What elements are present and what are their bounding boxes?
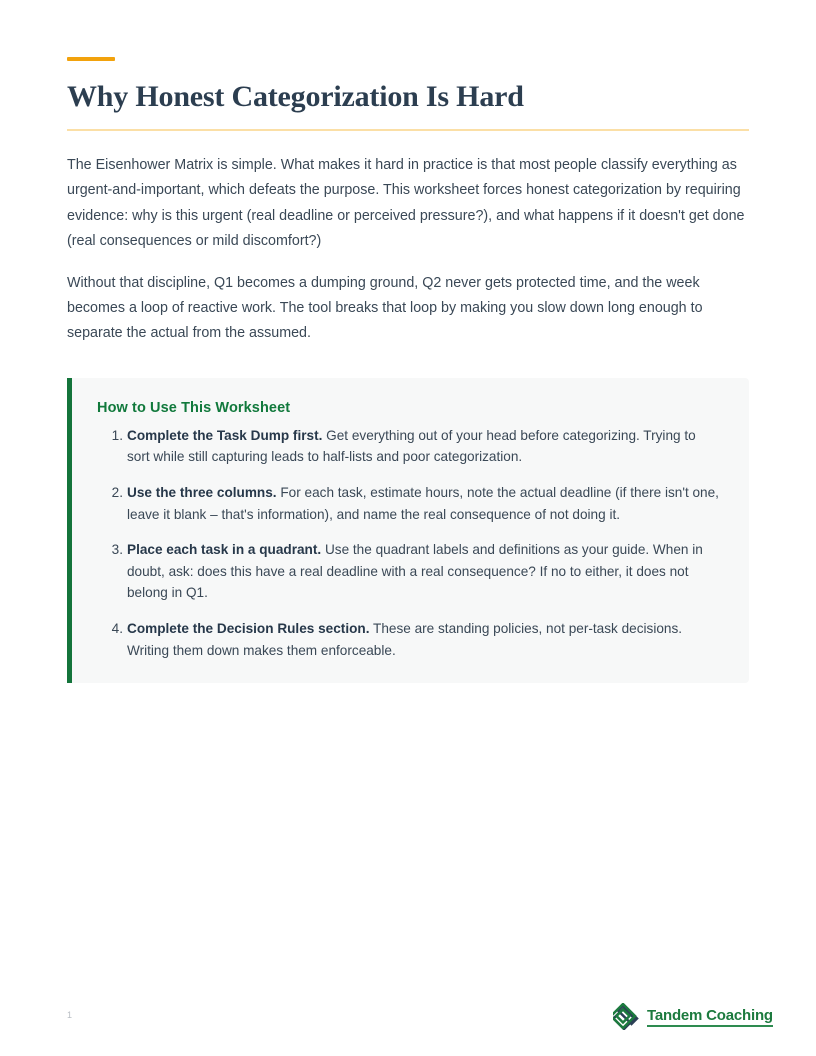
step-body: Use the quadrant labels and definitions as your guide. When in doubt, ask: does this have a real deadline with a real consequence? If no to either, it does not belong in Q1.: [127, 542, 703, 601]
title-divider-rule: [67, 129, 749, 131]
step-body: Get everything out of your head before categorizing. Trying to sort while still capturing leads to half-lists and poor categorization.: [127, 427, 696, 465]
callout-heading: How to Use This Worksheet: [97, 399, 291, 416]
list-item: [127, 539, 719, 604]
orange-accent-bar: [67, 57, 115, 61]
step-lead-in: Place each task in a quadrant.: [127, 542, 322, 558]
intro-paragraph-1: The Eisenhower Matrix is simple. What makes it hard in practice is that most people classify everything as urgent-and-important, which defeats the purpose. This worksheet forces honest categorization by requiring evidence: why is this urgent (real deadline or perceived pressure?), and what happens if it doesn't get done (real consequences or mild discomfort?): [67, 157, 745, 250]
intro-paragraph-2: Without that discipline, Q1 becomes a dumping ground, Q2 never gets protected time, and the week becomes a loop of reactive work. The tool breaks that loop by making you slow down long enough to separate the actual from the assumed.: [67, 274, 703, 342]
document-content: [67, 0, 749, 683]
step-body: These are standing policies, not per-task decisions. Writing them down makes them enforceable.: [127, 621, 683, 658]
tandem-diamond-logo-icon: [613, 1003, 640, 1030]
step-lead-in: Use the three columns.: [127, 485, 277, 501]
list-item: [127, 425, 719, 468]
brand-name: Tandem Coaching: [647, 1007, 773, 1027]
step-body: For each task, estimate hours, note the actual deadline (if there isn't one, leave it blank – that's information), and name the real consequence of not doing it.: [127, 485, 719, 522]
list-item: [127, 618, 719, 661]
instruction-steps-list: [97, 425, 719, 661]
how-to-use-callout: [67, 378, 749, 683]
page-number: 1: [67, 1010, 73, 1020]
list-item: [127, 482, 719, 525]
step-lead-in: Complete the Task Dump first.: [127, 427, 323, 443]
brand-logo: [613, 1003, 773, 1030]
page-title: Why Honest Categorization Is Hard: [67, 80, 524, 113]
step-lead-in: Complete the Decision Rules section.: [127, 621, 370, 636]
